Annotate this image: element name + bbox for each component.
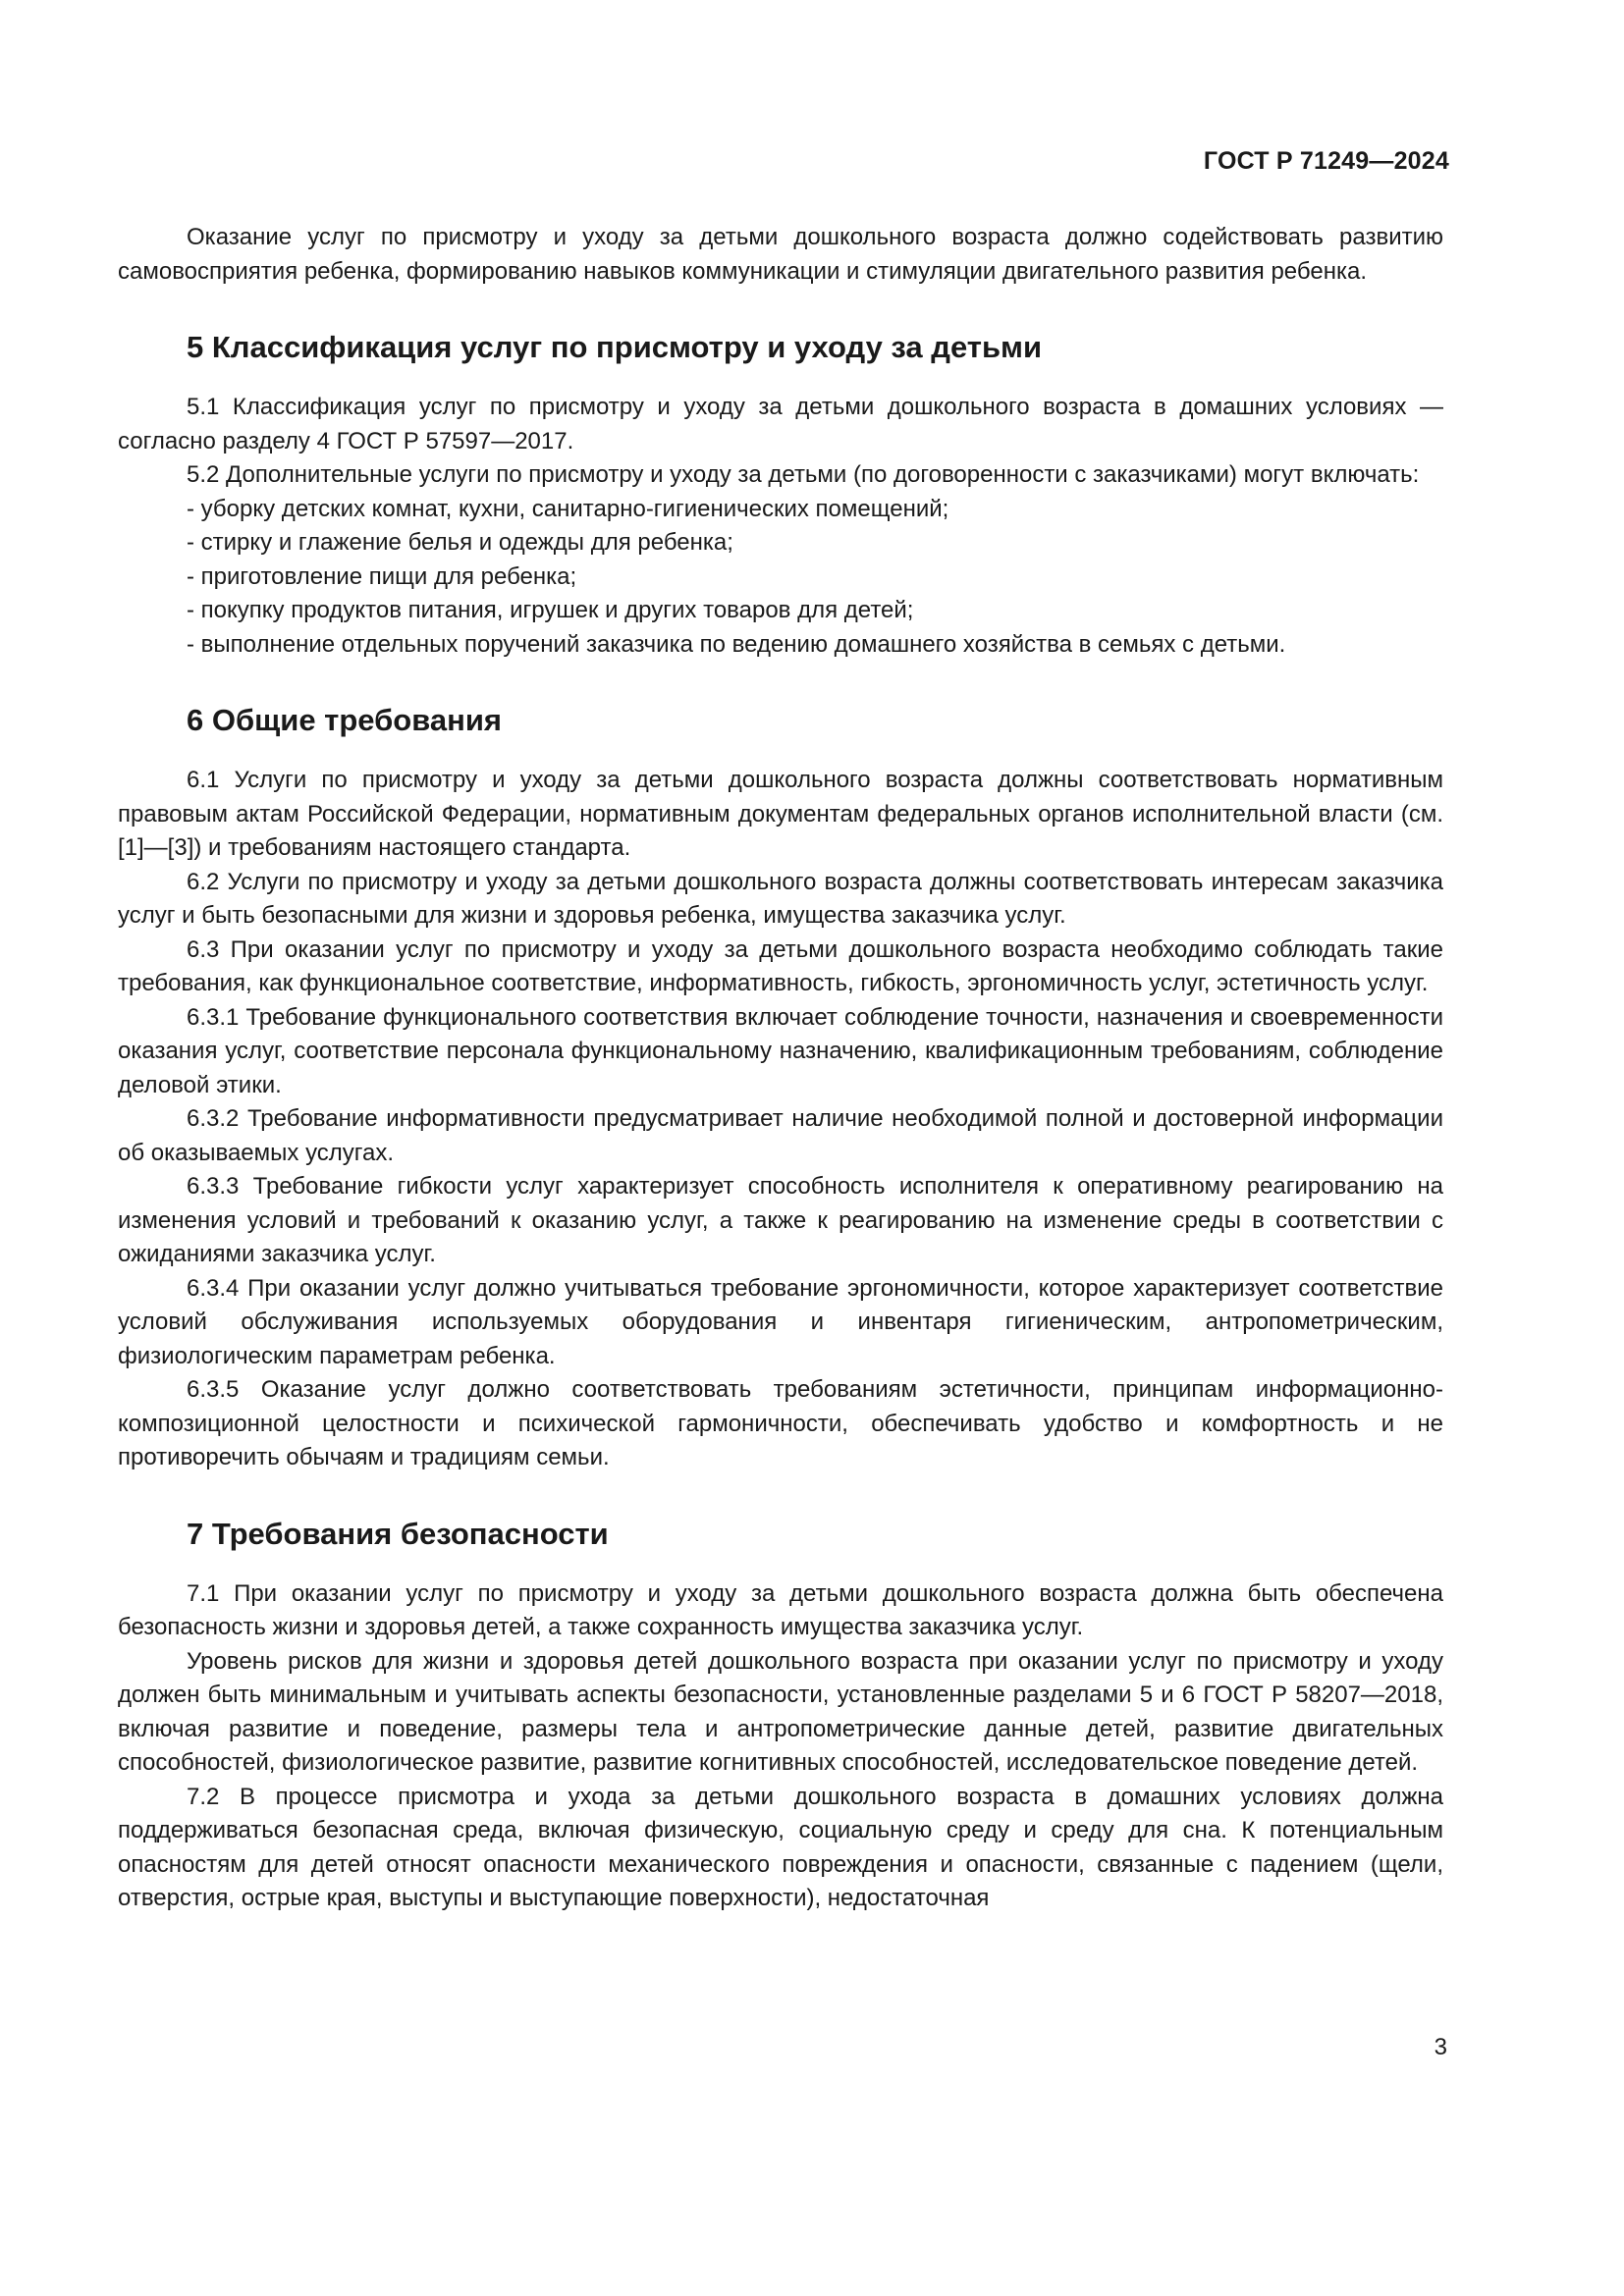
intro-paragraph: Оказание услуг по присмотру и уходу за детьми дошкольного возраста должно содействовать развитию самовосприятия ребенка, формированию навыков коммуникации и стимуляции двигательного развития ребенка. (118, 224, 1443, 285)
list-item: - уборку детских комнат, кухни, санитарно-гигиенических помещений; (187, 495, 949, 522)
list-item: - стирку и глажение белья и одежды для ребенка; (187, 529, 733, 556)
paragraph-7-1: 7.1 При оказании услуг по присмотру и уходу за детьми дошкольного возраста должна быть обеспечена безопасность жизни и здоровья детей, а также сохранность имущества заказчика услуг. (118, 1579, 1443, 1640)
paragraph-5-2: 5.2 Дополнительные услуги по присмотру и уходу за детьми (по договоренности с заказчиками) могут включать: (187, 461, 1420, 488)
page-number: 3 (1434, 2034, 1447, 2060)
document-header-id: ГОСТ Р 71249—2024 (1203, 147, 1449, 175)
section-5-heading: 5 Классификация услуг по присмотру и уходу за детьми (187, 330, 1043, 364)
section-6-heading: 6 Общие требования (187, 703, 502, 737)
paragraph-5-1: 5.1 Классификация услуг по присмотру и уходу за детьми дошкольного возраста в домашних условиях — согласно разделу 4 ГОСТ Р 57597—2017. (118, 394, 1443, 454)
section-7-heading: 7 Требования безопасности (187, 1516, 609, 1551)
list-item: - покупку продуктов питания, игрушек и других товаров для детей; (187, 597, 914, 623)
list-item: - приготовление пищи для ребенка; (187, 562, 577, 590)
paragraph-6-3: 6.3 При оказании услуг по присмотру и уходу за детьми дошкольного возраста необходимо соблюдать такие требования, как функциональное соответствие, информативность, гибкость, эргономичность услуг, эстетичность услуг. (118, 935, 1443, 996)
paragraph-6-1: 6.1 Услуги по присмотру и уходу за детьми дошкольного возраста должны соответствовать нормативным правовым актам Российской Федерации, нормативным документам федеральных органов исполнительной власти (см. [1]—[3]) и требованиям настоящего стандарта. (118, 767, 1443, 861)
paragraph-6-3-4: 6.3.4 При оказании услуг должно учитываться требование эргономичности, которое характеризует соответствие условий обслуживания используемых оборудования и инвентаря гигиеническим, антропометрическим, физиологическим параметрам ребенка. (118, 1274, 1443, 1369)
list-item: - выполнение отдельных поручений заказчика по ведению домашнего хозяйства в семьях с детьми. (187, 630, 1286, 658)
paragraph-6-3-1: 6.3.1 Требование функционального соответствия включает соблюдение точности, назначения и своевременности оказания услуг, соответствие персонала функциональному назначению, квалификационным требованиям, соблюдение деловой этики. (118, 1003, 1443, 1098)
paragraph-7-1-continued: Уровень рисков для жизни и здоровья детей дошкольного возраста при оказании услуг по присмотру и уходу должен быть минимальным и учитывать аспекты безопасности, установленные разделами 5 и 6 ГОСТ Р 58207—2018, включая развитие и поведение, размеры тела и антропометрические данные детей, развитие двигательных способностей, физиологическое развитие, развитие когнитивных способностей, исследовательское поведение детей. (118, 1647, 1443, 1776)
paragraph-6-3-5: 6.3.5 Оказание услуг должно соответствовать требованиям эстетичности, принципам информационно-композиционной целостности и психической гармоничности, обеспечивать удобство и комфортность и не противоречить обычаям и традициям семьи. (118, 1376, 1443, 1470)
paragraph-7-2: 7.2 В процессе присмотра и ухода за детьми дошкольного возраста в домашних условиях должна поддерживаться безопасная среда, включая физическую, социальную среду и среду для сна. К потенциальным опасностям для детей относят опасности механического повреждения и опасности, связанные с падением (щели, отверстия, острые края, выступы и выступающие поверхности), недостаточная (118, 1783, 1443, 1911)
paragraph-6-3-3: 6.3.3 Требование гибкости услуг характеризует способность исполнителя к оперативному реагированию на изменения условий и требований к оказанию услуг, а также к реагированию на изменение среды в соответствии с ожиданиями заказчика услуг. (118, 1173, 1443, 1267)
paragraph-6-2: 6.2 Услуги по присмотру и уходу за детьми дошкольного возраста должны соответствовать интересам заказчика услуг и быть безопасными для жизни и здоровья ребенка, имущества заказчика услуг. (118, 868, 1443, 929)
paragraph-6-3-2: 6.3.2 Требование информативности предусматривает наличие необходимой полной и достоверной информации об оказываемых услугах. (118, 1105, 1443, 1166)
document-body (118, 221, 1443, 1916)
